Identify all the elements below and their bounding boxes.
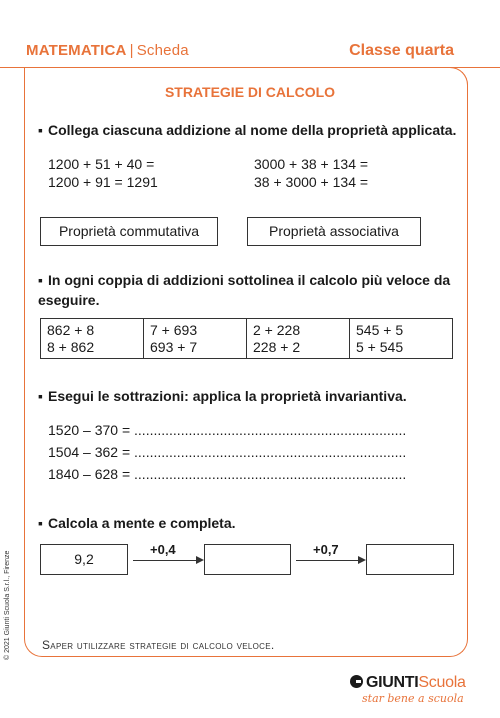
- exercise-4-instruction: [38, 513, 458, 533]
- property-box-commutative[interactable]: Proprietà commutativa: [40, 217, 218, 246]
- exercise-4-text: Calcola a mente e completa.: [48, 515, 236, 531]
- logo-main: GIUNTI: [366, 674, 419, 691]
- equation: 1200 + 91 = 1291: [48, 174, 158, 190]
- addition[interactable]: 5 + 545: [356, 338, 404, 355]
- exercise-1-instruction: [38, 120, 458, 140]
- addition-pair-cell[interactable]: [41, 319, 144, 359]
- addition[interactable]: 862 + 8: [47, 321, 95, 338]
- arrow-line-2: [296, 560, 358, 561]
- equation: 3000 + 38 + 134 =: [254, 156, 369, 172]
- exercise-1-left-equations: [48, 155, 158, 191]
- logo-tagline: star bene a scuola: [362, 692, 464, 705]
- property-box-associative[interactable]: Proprietà associativa: [247, 217, 421, 246]
- operation-label-2: +0,7: [313, 542, 339, 557]
- equation: 1200 + 51 + 40 =: [48, 156, 155, 172]
- exercise-2-instruction: [38, 270, 458, 310]
- addition[interactable]: 545 + 5: [356, 321, 404, 338]
- subject-label: MATEMATICA: [26, 42, 127, 59]
- worksheet-title: STRATEGIE DI CALCOLO: [164, 84, 336, 100]
- header-left: [26, 42, 189, 59]
- addition-pair-cell[interactable]: [247, 319, 350, 359]
- addition-pairs-table: [40, 318, 453, 359]
- exercise-1-text: Collega ciascuna addizione al nome della proprietà applicata.: [48, 122, 457, 138]
- exercise-3-text: Esegui le sottrazioni: applica la proprietà invariantiva.: [48, 388, 407, 404]
- subtraction-line[interactable]: 1840 – 628 = ......................................................................: [48, 466, 407, 482]
- addition-pair-cell[interactable]: [350, 319, 453, 359]
- copyright-note: © 2021 Giunti Scuola S.r.l., Firenze: [4, 550, 11, 660]
- subtraction-line[interactable]: 1520 – 370 = ......................................................................: [48, 422, 407, 438]
- logo-sub: Scuola: [418, 674, 466, 691]
- header-separator: |: [129, 42, 134, 59]
- bullet: ▪: [38, 272, 43, 288]
- class-label: Classe quarta: [349, 42, 454, 59]
- learning-objective: Saper utilizzare strategie di calcolo veloce.: [42, 638, 275, 652]
- giunti-g-icon: [350, 675, 363, 688]
- addition[interactable]: 693 + 7: [150, 338, 198, 355]
- answer-box-2[interactable]: [366, 544, 454, 575]
- addition[interactable]: 2 + 228: [253, 321, 301, 338]
- answer-box-1[interactable]: [204, 544, 291, 575]
- addition[interactable]: 7 + 693: [150, 321, 198, 338]
- operation-label-1: +0,4: [150, 542, 176, 557]
- start-value-box: 9,2: [40, 544, 128, 575]
- arrow-line-1: [133, 560, 196, 561]
- logo-wordmark: [350, 674, 466, 692]
- equation: 38 + 3000 + 134 =: [254, 174, 369, 190]
- exercise-1-right-equations: [254, 155, 368, 191]
- bullet: ▪: [38, 515, 43, 531]
- subtraction-line[interactable]: 1504 – 362 = ......................................................................: [48, 444, 407, 460]
- arrow-right-icon: [196, 556, 204, 564]
- sheet-type-label: Scheda: [136, 42, 189, 59]
- addition[interactable]: 8 + 862: [47, 338, 95, 355]
- publisher-logo: [350, 674, 466, 705]
- bullet: ▪: [38, 388, 43, 404]
- bullet: ▪: [38, 122, 43, 138]
- exercise-3-instruction: [38, 386, 458, 406]
- exercise-2-text: In ogni coppia di addizioni sottolinea il calcolo più veloce da eseguire.: [38, 272, 451, 308]
- arrow-right-icon: [358, 556, 366, 564]
- addition[interactable]: 228 + 2: [253, 338, 301, 355]
- addition-pair-cell[interactable]: [144, 319, 247, 359]
